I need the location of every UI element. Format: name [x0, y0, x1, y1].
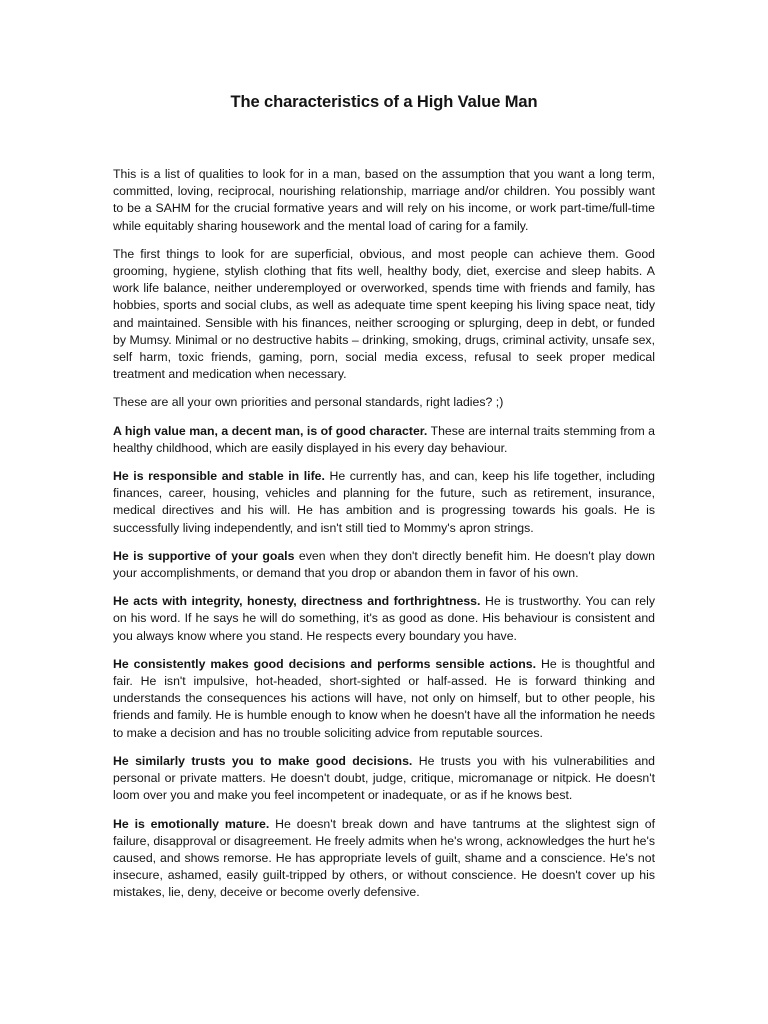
paragraph-good-decisions — [113, 656, 655, 742]
paragraph-lead: He consistently makes good decisions and performs sensible actions. — [113, 656, 537, 671]
paragraph-lead: He is supportive of your goals — [113, 548, 295, 563]
paragraph-lead: He similarly trusts you to make good decisions. — [113, 753, 413, 768]
paragraph-text: These are internal traits stemming from a healthy childhood, which are easily displayed in his every day behaviour. — [113, 423, 655, 455]
paragraph-lead: He acts with integrity, honesty, directness and forthrightness. — [113, 594, 481, 609]
document-body — [113, 166, 655, 913]
paragraph-text: This is a list of qualities to look for in a man, based on the assumption that you want a long term, committed, loving, reciprocal, nourishing relationship, marriage and/or children. You possibly want to be a SAHM for the crucial formative years and will rely on his income, or work part-time/full-time while equitably sharing housework and the mental load of caring for a family. — [113, 167, 655, 233]
paragraph-emotionally-mature — [113, 816, 655, 902]
paragraph-text: He trusts you with his vulnerabilities and personal or private matters. He doesn't doubt, judge, critique, micromanage or nitpick. He doesn't loom over you and make you feel incompetent or inadequate, or as if he knows best. — [113, 753, 655, 803]
paragraph-text: He is thoughtful and fair. He isn't impulsive, hot-headed, short-sighted or half-assed. He is forward thinking and understands the consequences his actions will have, not only on himself, but to other people, his friends and family. He is humble enough to know when he doesn't have all the information he needs to make a decision and has no trouble soliciting advice from reputable sources. — [113, 656, 655, 740]
paragraph-intro — [113, 166, 655, 235]
paragraph-good-character — [113, 423, 655, 457]
paragraph-lead: He is emotionally mature. — [113, 816, 270, 831]
paragraph-integrity — [113, 593, 655, 645]
paragraph-trusts-you — [113, 753, 655, 805]
paragraph-superficial-traits — [113, 246, 655, 384]
paragraph-text: These are all your own priorities and personal standards, right ladies? ;) — [113, 395, 504, 410]
paragraph-responsible — [113, 468, 655, 537]
paragraph-text: He is trustworthy. You can rely on his word. If he says he will do something, it's as good as done. His behaviour is consistent and you always know where you stand. He respects every boundary you have. — [113, 594, 655, 643]
paragraph-text: The first things to look for are superficial, obvious, and most people can achieve them. Good grooming, hygiene, stylish clothing that fits well, healthy body, diet, exercise and sleep habits. A work life balance, neither underemployed or overworked, spends time with friends and family, has hobbies, sports and social clubs, as well as adequate time spent keeping his living space neat, tidy and maintained. Sensible with his finances, neither scrooging or splurging, deep in debt, or funded by Mumsy. Minimal or no destructive habits – drinking, smoking, drugs, criminal activity, unsafe sex, self harm, toxic friends, gaming, porn, social media excess, refusal to seek proper medical treatment and medication when necessary. — [113, 246, 655, 382]
paragraph-text: even when they don't directly benefit him. He doesn't play down your accomplishments, or demand that you drop or abandon them in favor of his own. — [113, 548, 655, 581]
paragraph-lead: A high value man, a decent man, is of good character. — [113, 423, 428, 438]
paragraph-supportive — [113, 548, 655, 582]
document-title: The characteristics of a High Value Man — [230, 93, 538, 111]
paragraph-priorities — [113, 394, 655, 411]
paragraph-lead: He is responsible and stable in life. — [113, 469, 325, 484]
paragraph-text: He doesn't break down and have tantrums at the slightest sign of failure, disapproval or disagreement. He freely admits when he's wrong, acknowledges the hurt he's caused, and shows remorse. He has appropriate levels of guilt, shame and a conscience. He's not insecure, ashamed, easily guilt-tripped by others, or without conscience. He doesn't cover up his mistakes, lie, deny, deceive or become overly defensive. — [113, 816, 655, 900]
paragraph-text: He currently has, and can, keep his life together, including finances, career, housing, vehicles and planning for the future, such as retirement, insurance, medical directives and his will. He has ambition and is progressing towards his goals. He is successfully living independently, and isn't still tied to Mommy's apron strings. — [113, 469, 655, 535]
